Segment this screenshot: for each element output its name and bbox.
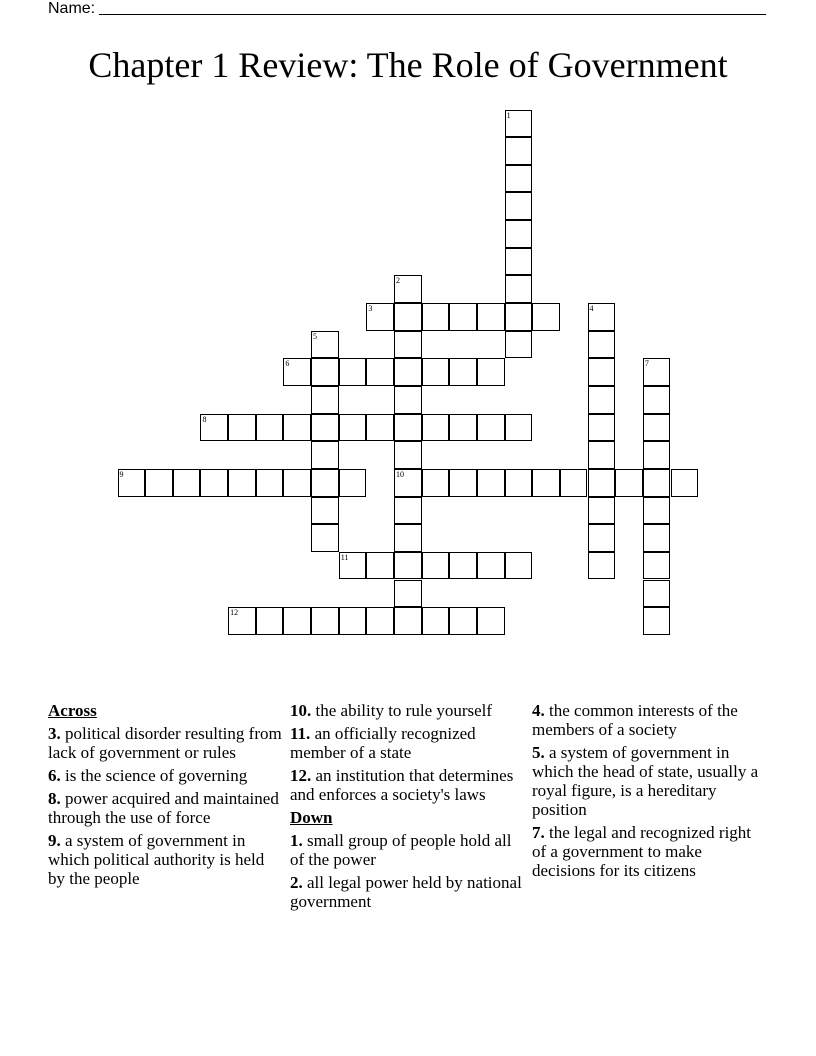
grid-cell[interactable] [311,497,339,525]
grid-cell[interactable] [505,137,533,165]
grid-cell[interactable] [228,469,256,497]
grid-cell[interactable] [366,607,394,635]
grid-cell[interactable] [256,607,284,635]
clue-down-7: 7. the legal and recognized right of a government to make decisions for its citizens [532,823,752,880]
grid-cell[interactable] [588,524,616,552]
grid-cell[interactable] [394,386,422,414]
grid-cell[interactable] [283,414,311,442]
grid-cell[interactable] [228,414,256,442]
grid-cell[interactable] [643,358,671,386]
grid-cell[interactable] [422,414,450,442]
grid-cell[interactable] [173,469,201,497]
clue-across-10: 10. the ability to rule yourself [290,701,493,720]
grid-cell[interactable] [477,552,505,580]
clue-down-2: 2. all legal power held by national government [290,873,522,911]
grid-cell[interactable] [671,469,699,497]
clue-number: 9 [119,469,124,479]
clue-down-1: 1. small group of people hold all of the power [290,831,512,869]
grid-cell[interactable] [505,303,533,331]
clue-number: 7 [644,359,649,369]
grid-cell[interactable] [588,414,616,442]
clue-number: 5 [313,331,318,341]
grid-cell[interactable] [394,414,422,442]
grid-cell[interactable] [256,469,284,497]
grid-cell[interactable] [588,441,616,469]
grid-cell[interactable] [588,331,616,359]
grid-cell[interactable] [449,469,477,497]
grid-cell[interactable] [394,580,422,608]
grid-cell[interactable] [311,331,339,359]
clue-number: 8 [202,414,207,424]
grid-cell[interactable] [200,469,228,497]
grid-cell[interactable] [422,469,450,497]
grid-cell[interactable] [449,358,477,386]
clues-column-3 [532,701,768,884]
grid-cell[interactable] [643,414,671,442]
grid-cell[interactable] [283,607,311,635]
grid-cell[interactable] [505,248,533,276]
grid-cell[interactable] [394,331,422,359]
grid-cell[interactable] [311,524,339,552]
grid-cell[interactable] [339,358,367,386]
grid-cell[interactable] [588,552,616,580]
grid-cell[interactable] [394,303,422,331]
clue-number: 12 [230,608,239,618]
grid-cell[interactable] [283,358,311,386]
grid-cell[interactable] [283,469,311,497]
grid-cell[interactable] [477,414,505,442]
grid-cell[interactable] [118,469,146,497]
grid-cell[interactable] [588,303,616,331]
clue-number: 10 [396,469,404,479]
grid-cell[interactable] [505,110,533,138]
grid-cell[interactable] [145,469,173,497]
clue-number: 11 [340,552,349,562]
clue-number: 2 [396,276,400,286]
grid-cell[interactable] [588,386,616,414]
grid-cell[interactable] [532,303,560,331]
grid-cell[interactable] [339,607,367,635]
across-heading: Across [48,701,97,720]
grid-cell[interactable] [200,414,228,442]
clue-across-6: 6. is the science of governing [48,766,248,785]
clue-down-4: 4. the common interests of the members of a society [532,701,738,739]
page-title: Chapter 1 Review: The Role of Government [88,45,728,85]
clues-column-2 [290,701,526,915]
grid-cell[interactable] [394,358,422,386]
down-heading: Down [290,808,333,827]
grid-cell[interactable] [643,580,671,608]
grid-cell[interactable] [615,469,643,497]
grid-cell[interactable] [394,469,422,497]
clue-number: 3 [368,304,373,314]
grid-cell[interactable] [588,497,616,525]
grid-cell[interactable] [422,552,450,580]
grid-cell[interactable] [394,441,422,469]
clue-across-12: 12. an institution that determines and enforces a society's laws [290,766,514,804]
clue-down-5: 5. a system of government in which the head of state, usually a royal figure, is a hereditary position [532,743,759,819]
grid-cell[interactable] [422,607,450,635]
grid-cell[interactable] [505,552,533,580]
clue-number: 4 [589,304,594,314]
grid-cell[interactable] [311,358,339,386]
grid-cell[interactable] [449,303,477,331]
grid-cell[interactable] [477,607,505,635]
grid-cell[interactable] [477,358,505,386]
clue-number: 6 [285,359,290,369]
grid-cell[interactable] [560,469,588,497]
grid-cell[interactable] [394,497,422,525]
grid-cell[interactable] [505,220,533,248]
grid-cell[interactable] [477,303,505,331]
grid-cell[interactable] [311,469,339,497]
grid-cell[interactable] [228,607,256,635]
grid-cell[interactable] [477,469,505,497]
grid-cell[interactable] [366,552,394,580]
grid-cell[interactable] [256,414,284,442]
grid-cell[interactable] [532,469,560,497]
clues-column-1 [48,701,284,892]
grid-cell[interactable] [449,414,477,442]
clue-number: 1 [506,110,511,120]
grid-cell[interactable] [394,275,422,303]
grid-cell[interactable] [505,469,533,497]
grid-cell[interactable] [588,358,616,386]
grid-cell[interactable] [449,607,477,635]
grid-cell[interactable] [588,469,616,497]
grid-cell[interactable] [505,192,533,220]
grid-cell[interactable] [643,607,671,635]
grid-cell[interactable] [505,165,533,193]
grid-cell[interactable] [311,414,339,442]
grid-cell[interactable] [643,441,671,469]
name-label: Name: [48,0,96,17]
grid-cell[interactable] [394,607,422,635]
grid-cell[interactable] [339,414,367,442]
grid-cell[interactable] [422,303,450,331]
grid-cell[interactable] [339,552,367,580]
grid-cell[interactable] [505,275,533,303]
grid-cell[interactable] [643,386,671,414]
grid-cell[interactable] [366,303,394,331]
grid-cell[interactable] [643,524,671,552]
grid-cell[interactable] [505,331,533,359]
grid-cell[interactable] [311,607,339,635]
grid-cell[interactable] [339,469,367,497]
grid-cell[interactable] [505,414,533,442]
grid-cell[interactable] [643,552,671,580]
clue-across-11: 11. an officially recognized member of a state [290,724,476,762]
grid-cell[interactable] [394,524,422,552]
clue-across-3: 3. political disorder resulting from lack of government or rules [48,724,282,762]
clue-across-9: 9. a system of government in which political authority is held by the people [48,831,265,888]
grid-cell[interactable] [422,358,450,386]
grid-cell[interactable] [643,469,671,497]
grid-cell[interactable] [311,386,339,414]
grid-cell[interactable] [643,497,671,525]
grid-cell[interactable] [366,358,394,386]
grid-cell[interactable] [311,441,339,469]
grid-cell[interactable] [449,552,477,580]
grid-cell[interactable] [394,552,422,580]
clue-across-8: 8. power acquired and maintained through the use of force [48,789,279,827]
grid-cell[interactable] [366,414,394,442]
